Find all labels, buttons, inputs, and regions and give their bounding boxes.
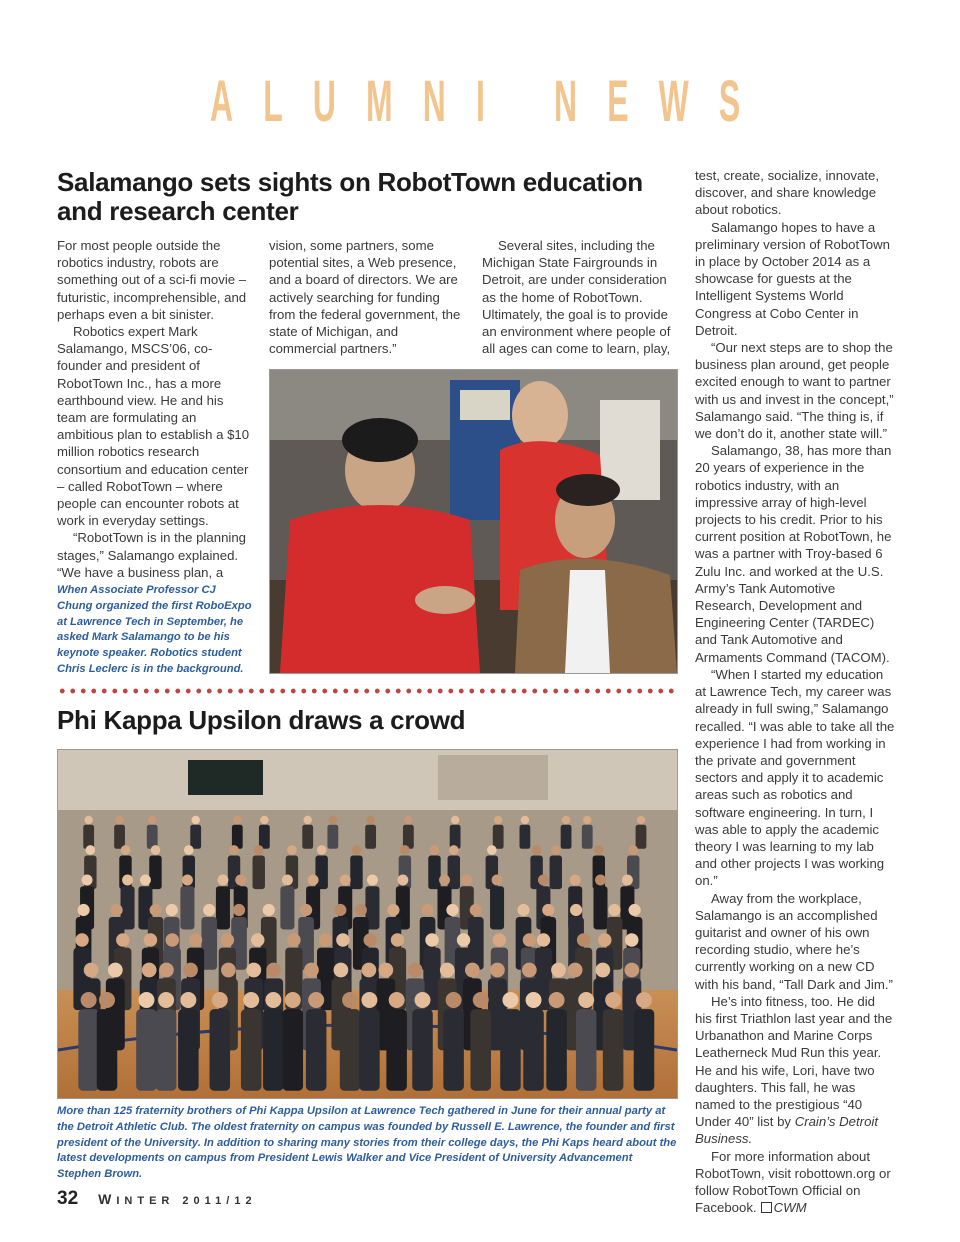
end-mark-icon [761,1202,772,1213]
banner-letter: A [210,69,234,134]
paragraph: Away from the workplace, Salamango is an accomplished guitarist and owner of his own recording studio, where he’s currently working on a new CD with his band, “Tall Dark and Jim.” [695,890,893,992]
article-column-1 [57,237,252,581]
page-number: 32 [57,1188,79,1209]
page-footer [57,1188,257,1210]
publication-title: Crain’s Detroit Business. [695,1114,878,1147]
paragraph-text: He’s into fitness, too. He did his first Triathlon last year and the Urbanathon and Marine Corps Leatherneck Mud Run this year. He and his wife, Lori, have two daughters. This fall, he was named to the prestigious “40 Under 40” list by [695,993,893,1130]
article-column-3 [482,237,677,357]
photo-caption: More than 125 fraternity brothers of Phi Kappa Upsilon at Lawrence Tech gathered in June for their annual party at the Detroit Athletic Club. The oldest fraternity on campus was founded by Russell E. Lawrence, the founder and first president of the University. In addition to sharing many stories from their college days, the Phi Kaps heard about the latest developments on campus from President Lewis Walker and Vice President of University Advancement Stephen Brown. [57,1105,677,1181]
banner-letter: L [263,69,283,134]
article-column-4 [695,167,895,1216]
paragraph: “RobotTown is in the planning stages,” Salamango explained. “We have a business plan, a [57,530,247,580]
paragraph: “Our next steps are to shop the business plan around, get people excited enough to want to partner with us and invest in the concept,” Salamango said. “The thing is, if we don’t do it, another state will.” [695,340,894,442]
paragraph: Salamango hopes to have a preliminary version of RobotTown in place by October 2014 as a showcase for guests at the Intelligent Systems World Congress at Cobo Center in Detroit. [695,219,890,338]
article-column-2 [269,237,464,357]
banner-letter: U [312,69,336,134]
banner-letter: E [607,69,629,134]
section-banner [210,68,740,135]
issue-label [98,1191,256,1207]
paragraph: Several sites, including the Michigan State Fairgrounds in Detroit, are under consideration as the home of RobotTown. Ultimately, the goal is to provide an environment where people of all ages can come to learn, play, [482,238,671,357]
fraternity-group-photo [57,749,678,1099]
issue-rest: INTER 2011/12 [116,1195,257,1207]
author-initials: CWM [773,1200,807,1216]
banner-letter: S [718,69,741,134]
issue-initial: W [98,1191,117,1207]
banner-letter: W [658,69,689,134]
paragraph: Salamango, 38, has more than 20 years of experience in the robotics industry, with an impressive array of high-level projects to his credit. Prior to his current position at RobotTown, he was a partner with Troy-based 6 Zulu Inc. and worked at the U.S. Army’s Tank Automotive Research, Development and Engineering Center (TARDEC) and Tank Automotive and Armaments Command (TACOM). [695,443,892,665]
paragraph: vision, some partners, some potential sites, a Web presence, and a board of directors. We are actively searching for funding from the federal government, the state of Michigan, and commercial partners.” [269,238,461,357]
banner-letter: M [366,69,393,134]
article-headline: Salamango sets sights on RobotTown education and research center [57,167,643,226]
robotics-photo [269,369,678,674]
article-headline: Phi Kappa Upsilon draws a crowd [57,705,466,735]
photo-caption: When Associate Professor CJ Chung organized the first RoboExpo at Lawrence Tech in September, he asked Mark Salamango to be his keynote speaker. Robotics student Chris Leclerc is in the background. [57,584,252,675]
paragraph [695,993,895,1148]
banner-letter: I [475,69,485,134]
paragraph: For most people outside the robotics industry, robots are something out of a sci-fi movie – futuristic, incomprehensible, and perhaps even a bit sinister. [57,238,247,322]
robotics-photo-illustration [270,370,677,673]
paragraph [695,1148,895,1217]
fraternity-photo-illustration [58,750,677,1098]
paragraph: test, create, socialize, innovate, discover, and share knowledge about robotics. [695,168,879,218]
dotted-divider [57,688,677,694]
paragraph: Robotics expert Mark Salamango, MSCS’06, co-founder and president of RobotTown Inc., has a more earthbound view. He and his team are formulating an ambitious plan to establish a $10 million robotics research consortium and education center – called RobotTown – where people can encounter robots at work in everyday settings. [57,324,250,529]
banner-letter: N [554,69,578,134]
paragraph: “When I started my education at Lawrence Tech, my career was already in full swing,” Salamango recalled. “I was able to take all the experience I had from working in the private and government sectors and apply it to academic areas such as robotics and software engineering. In turn, I was able to apply the academic theory I was learning to my lab and other projects I was working on.” [695,666,895,889]
banner-spacer [515,68,524,135]
paragraph-text: For more information about RobotTown, visit robottown.org or follow RobotTown Official on Facebook. [695,1148,891,1216]
banner-letter: N [422,69,446,134]
